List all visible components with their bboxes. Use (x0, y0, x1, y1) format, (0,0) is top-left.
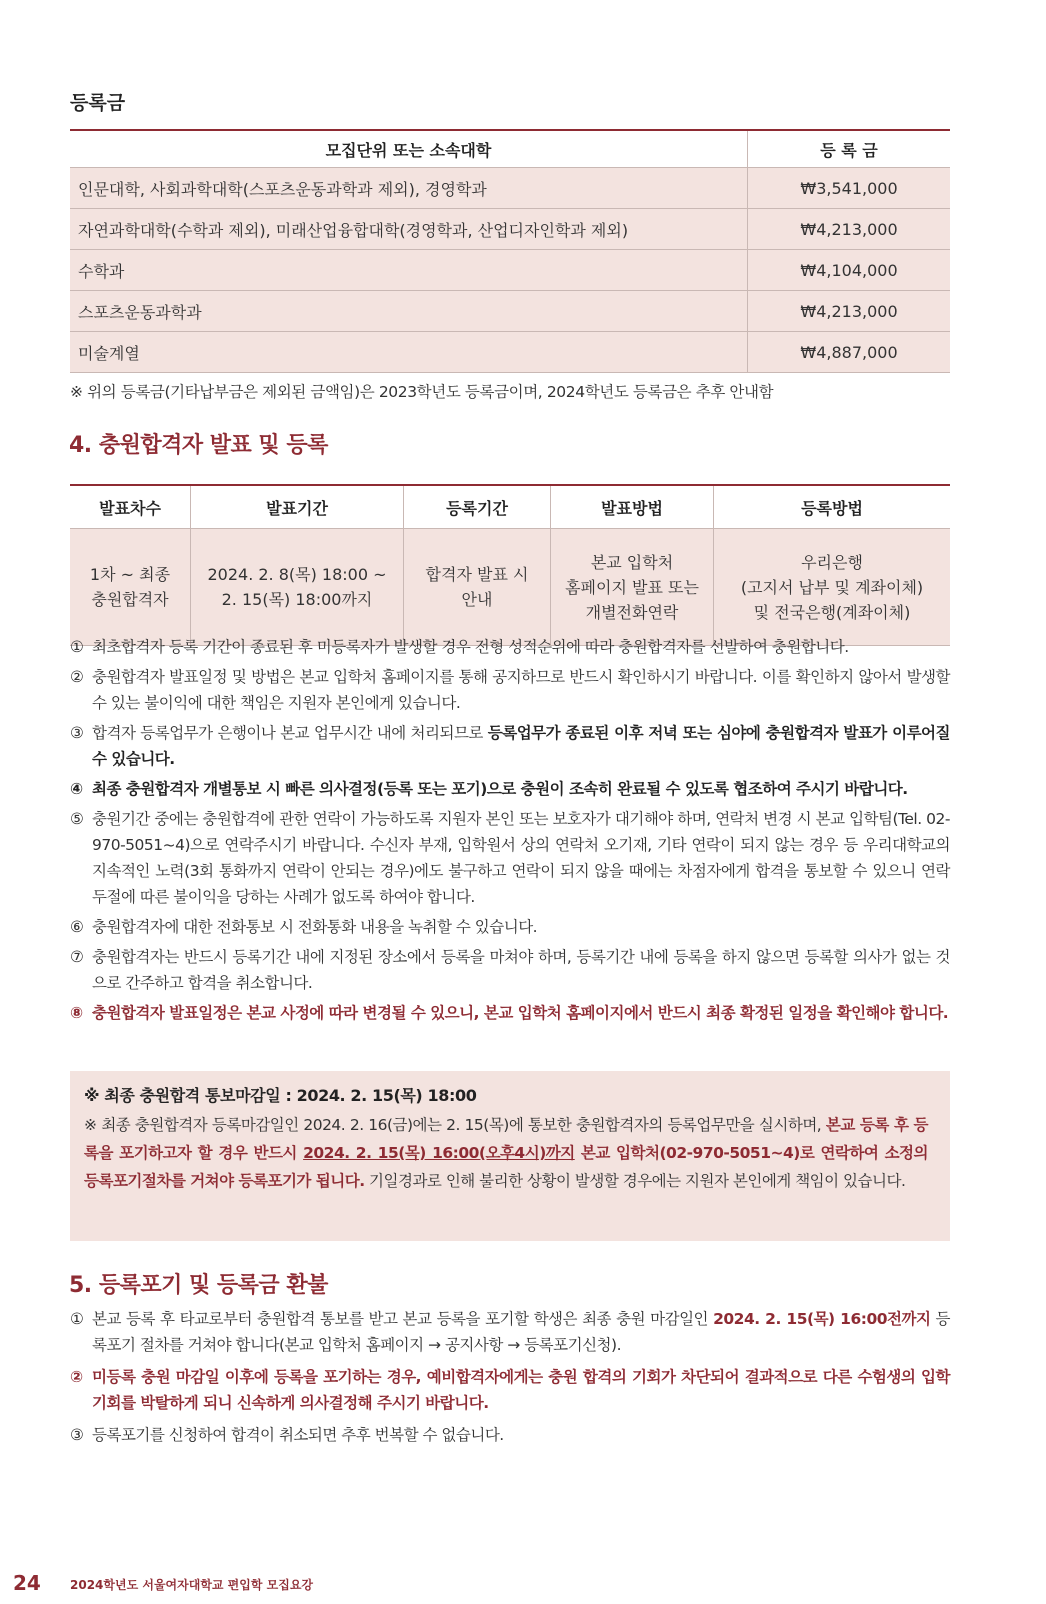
schedule-table (70, 484, 950, 646)
table-row (70, 291, 950, 332)
sched-col-round: 발표차수 (70, 485, 191, 529)
section4-list (70, 634, 950, 1030)
list-item: ⑤ 충원기간 중에는 충원합격에 관한 연락이 가능하도록 지원자 본인 또는 보호자가 대기해야 하며, 연락처 변경 시 본교 입학팀(Tel. 02-970-5051~4)으로 연락주시기 바랍니다. 수신자 부재, 입학원서 상의 연락처 오기재, 기타 연락이 되지 않는 경우 등 우리대학교의 지속적인 노력(3회 통화까지 연락이 안되는 경우)에도 불구하고 연락이 되지 않을 때에는 차점자에게 합격을 통보할 수 있으니 연락두절에 따른 불이익을 당하는 사례가 없도록 하여야 합니다. (70, 810, 950, 906)
fee-note: ※ 위의 등록금(기타납부금은 제외된 금액임)은 2023학년도 등록금이며, 2024학년도 등록금은 추후 안내함 (70, 383, 774, 401)
sched-registration: 합격자 발표 시 안내 (404, 529, 551, 646)
fee-amount: ₩4,213,000 (748, 209, 951, 250)
fee-unit: 미술계열 (70, 332, 748, 373)
fee-unit: 인문대학, 사회과학대학(스포츠운동과학과 제외), 경영학과 (70, 168, 748, 209)
list-item: ⑥ 충원합격자에 대한 전화통보 시 전화통화 내용을 녹취할 수 있습니다. (70, 918, 538, 936)
fee-amount: ₩4,104,000 (748, 250, 951, 291)
fee-amount: ₩4,887,000 (748, 332, 951, 373)
list-item: ⑦ 충원합격자는 반드시 등록기간 내에 지정된 장소에서 등록을 마쳐야 하며, 등록기간 내에 등록을 하지 않으면 등록할 의사가 없는 것으로 간주하고 합격을 취소합니다. (70, 948, 950, 992)
fee-heading: 등록금 (70, 92, 126, 114)
notice-box (70, 1071, 950, 1241)
fee-unit: 수학과 (70, 250, 748, 291)
sched-round: 1차 ~ 최종 충원합격자 (70, 529, 191, 646)
table-row (70, 332, 950, 373)
sched-col-method: 발표방법 (551, 485, 714, 529)
list-item: ② 미등록 충원 마감일 이후에 등록을 포기하는 경우, 예비합격자에게는 충원 합격의 기회가 차단되어 결과적으로 다른 수험생의 입학기회를 박탈하게 되니 신속하게 의사결정해 주시기 바랍니다. (70, 1368, 950, 1412)
list-item: ① 최초합격자 등록 기간이 종료된 후 미등록자가 발생할 경우 전형 성적순위에 따라 충원합격자를 선발하여 충원합니다. (70, 638, 849, 656)
sched-period: 2024. 2. 8(목) 18:00 ~ 2. 15(목) 18:00까지 (191, 529, 404, 646)
table-row (70, 168, 950, 209)
list-item: ③ 등록포기를 신청하여 합격이 취소되면 추후 번복할 수 없습니다. (70, 1426, 504, 1444)
fee-unit: 스포츠운동과학과 (70, 291, 748, 332)
page-number: 24 (13, 1571, 41, 1595)
list-item: ④ 최종 충원합격자 개별통보 시 빠른 의사결정(등록 또는 포기)으로 충원이 조속히 완료될 수 있도록 협조하여 주시기 바랍니다. (70, 780, 908, 798)
fee-col-unit: 모집단위 또는 소속대학 (70, 130, 748, 168)
table-row (70, 529, 950, 646)
list-item: ① 본교 등록 후 타교로부터 충원합격 통보를 받고 본교 등록을 포기할 학생은 최종 충원 마감일인 2024. 2. 15(목) 16:00전까지 등록포기 절차를 거쳐야 합니다(본교 입학처 홈페이지 → 공지사항 → 등록포기신청). (70, 1310, 950, 1354)
fee-amount: ₩4,213,000 (748, 291, 951, 332)
section5-list (70, 1306, 950, 1452)
sched-reg-method: 우리은행 (고지서 납부 및 계좌이체) 및 전국은행(계좌이체) (714, 529, 951, 646)
sched-col-reg-method: 등록방법 (714, 485, 951, 529)
sched-col-period: 발표기간 (191, 485, 404, 529)
fee-table (70, 129, 950, 373)
list-item: ③ 합격자 등록업무가 은행이나 본교 업무시간 내에 처리되므로 등록업무가 종료된 이후 저녁 또는 심야에 충원합격자 발표가 이루어질 수 있습니다. (70, 724, 950, 768)
section5-title: 5. 등록포기 및 등록금 환불 (69, 1273, 328, 1298)
section4-title: 4. 충원합격자 발표 및 등록 (69, 433, 328, 458)
table-row (70, 250, 950, 291)
sched-col-registration: 등록기간 (404, 485, 551, 529)
fee-amount: ₩3,541,000 (748, 168, 951, 209)
fee-unit: 자연과학대학(수학과 제외), 미래산업융합대학(경영학과, 산업디자인학과 제외) (70, 209, 748, 250)
list-item: ⑧ 충원합격자 발표일정은 본교 사정에 따라 변경될 수 있으니, 본교 입학처 홈페이지에서 반드시 최종 확정된 일정을 확인해야 합니다. (70, 1004, 949, 1022)
notice-title: ※ 최종 충원합격 통보마감일 : 2024. 2. 15(목) 18:00 (84, 1086, 477, 1105)
list-item: ② 충원합격자 발표일정 및 방법은 본교 입학처 홈페이지를 통해 공지하므로 반드시 확인하시기 바랍니다. 이를 확인하지 않아서 발생할 수 있는 불이익에 대한 책임은 지원자 본인에게 있습니다. (70, 668, 950, 712)
sched-method: 본교 입학처 홈페이지 발표 또는 개별전화연락 (551, 529, 714, 646)
footer-title: 2024학년도 서울여자대학교 편입학 모집요강 (70, 1578, 313, 1592)
table-row (70, 209, 950, 250)
fee-col-amount: 등 록 금 (748, 130, 951, 168)
notice-text: ※ 최종 충원합격자 등록마감일인 2024. 2. 16(금)에는 2. 15(목)에 통보한 충원합격자의 등록업무만을 실시하며, 본교 등록 후 등록을 포기하고자 할 경우 반드시 2024. 2. 15(목) 16:00(오후4시)까지 본교 입학처(02-970-5051~4)로 연락하여 소정의 등록포기절차를 거쳐야 등록포기가 됩니다. 기일경과로 인해 불리한 상황이 발생할 경우에는 지원자 본인에게 책임이 있습니다. (84, 1116, 929, 1190)
